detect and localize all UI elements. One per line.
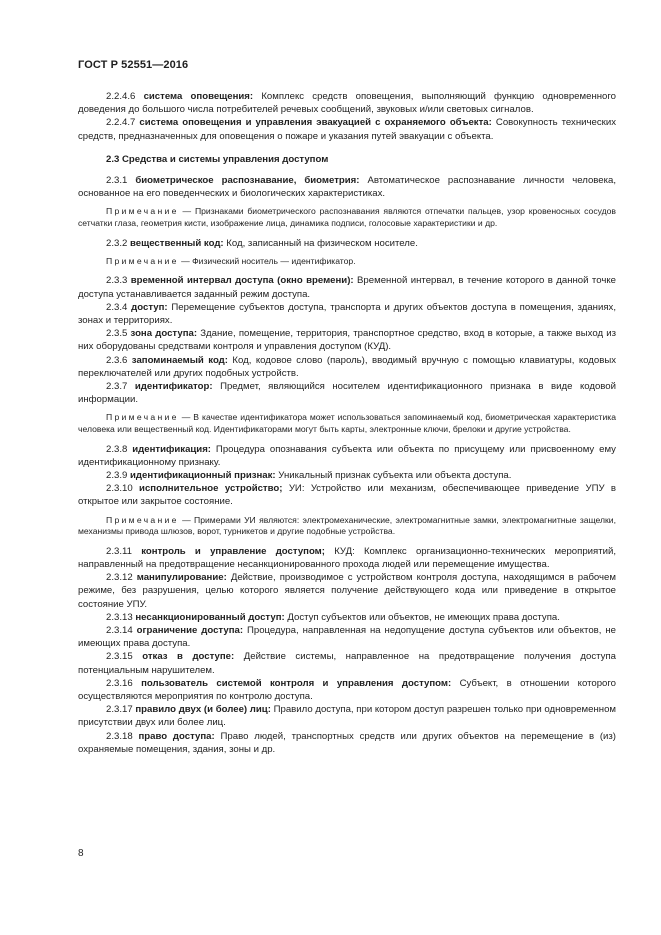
definition-text: Уникальный признак субъекта или объекта доступа.: [278, 470, 512, 482]
defined-term: исполнительное устройство;: [139, 483, 283, 495]
defined-term: идентификация:: [132, 443, 211, 455]
note: Примечание — Признаками биометрического распознавания являются отпечатки пальцев, узор кровеносных сосудов сетчатки глаза, геометрия кисти, изображение лица, динамика подписи, голосовые характеристики и др.: [78, 206, 616, 229]
clause-number: 2.3.10: [106, 483, 133, 495]
definition-paragraph: [78, 301, 616, 327]
defined-term: система оповещения:: [143, 91, 254, 102]
note-label: Примечание: [106, 255, 179, 266]
section-heading: 2.3 Средства и системы управления доступом: [106, 153, 329, 165]
definition-paragraph: [78, 274, 616, 300]
definition-text: УИ: Устройство или механизм, обеспечивающее приведение УПУ в открытое или закрытое состояние.: [78, 483, 616, 508]
definition-paragraph: [78, 650, 616, 676]
defined-term: манипулирование:: [136, 572, 227, 584]
defined-term: доступ:: [131, 301, 168, 313]
note-text: Примерами УИ являются: электромеханические, электромагнитные замки, электромагнитные защелки, механизмы привода шлюзов, ворот, турникетов и другие подобные устройства.: [78, 514, 616, 537]
definition-paragraph: [78, 545, 616, 571]
note-text: Физический носитель — идентификатор.: [192, 255, 356, 266]
definition-paragraph: [78, 730, 616, 756]
definition-text: Перемещение субъектов доступа, транспорта и других объектов доступа в помещения, зданиях, зонах и территориях.: [78, 301, 616, 327]
definition-text: Код, записанный на физическом носителе.: [226, 237, 418, 249]
clause-number: 2.3.16: [106, 677, 133, 689]
definition-paragraph: [78, 469, 616, 482]
defined-term: отказ в доступе:: [142, 651, 235, 663]
clause-number: 2.3.9: [106, 470, 128, 482]
definition-text: Право людей, транспортных средств или других объектов на перемещение в (из) охраняемые помещения, здания, зоны и др.: [78, 730, 616, 755]
definition-text: Комплекс средств оповещения, выполняющий функцию одновременного доведения до большого числа потребителей речевых сообщений, звуковых и/или световых сигналов.: [78, 91, 617, 116]
note: Примечание — Примерами УИ являются: электромеханические, электромагнитные замки, электромагнитные защелки, механизмы привода шлюзов, ворот, турникетов и другие подобные устройства.: [78, 514, 616, 537]
defined-term: право доступа:: [138, 730, 215, 742]
clause-number: 2.3.17: [106, 704, 133, 716]
definition-text: Процедура, направленная на недопущение доступа субъектов или объектов, не имеющих права доступа.: [78, 625, 616, 650]
document-header: ГОСТ Р 52551—2016: [78, 59, 189, 71]
definition-text: КУД: Комплекс организационно-технических мероприятий, направленный на предотвращение несанкционированного прохода людей или перемещение имущества.: [78, 545, 616, 571]
defined-term: правило двух (и более) лиц:: [135, 704, 271, 716]
definition-paragraph: [78, 443, 616, 469]
definition-text: Совокупность технических средств, предназначенных для оповещения о пожаре и указания путей эвакуации с объекта.: [78, 117, 616, 142]
definition-text: Субъект, в отношении которого осуществляются мероприятия по контролю доступа.: [78, 677, 616, 703]
definition-text: Автоматическое распознавание личности человека, основанное на его поведенческих и биологических характеристиках.: [78, 175, 617, 200]
definition-text: Действие, производимое с устройством контроля доступа, находящимся в рабочем режиме, без разрушения, целью которого является получение действующего кода или приведение в открытое состояние УПУ.: [78, 572, 616, 610]
definition-paragraph: [78, 703, 616, 729]
definition-paragraph: [78, 482, 616, 508]
note-label: Примечание: [106, 206, 179, 217]
note-label: Примечание: [106, 514, 179, 525]
definition-paragraph: [78, 237, 616, 250]
definition-text: Процедура опознавания субъекта или объекта по присущему или присвоенному ему идентификационному признаку.: [78, 443, 616, 468]
clause-number: 2.2.4.6: [106, 91, 136, 102]
clause-number: 2.3.15: [106, 651, 133, 663]
clause-number: 2.3.18: [106, 730, 133, 742]
clause-number: 2.3.3: [106, 275, 128, 287]
definition-paragraph: [78, 90, 616, 116]
note-label: Примечание: [106, 412, 179, 423]
page-number: 8: [78, 848, 84, 859]
definition-paragraph: [78, 174, 616, 200]
definition-text: Правило доступа, при котором доступ разрешен только при одновременном присутствии двух или более лиц.: [78, 704, 616, 729]
defined-term: запоминаемый код:: [131, 354, 228, 366]
definition-text: Код, кодовое слово (пароль), вводимый вручную с помощью клавиатуры, кодовых переключателей или других подобных устройств.: [78, 354, 617, 379]
defined-term: пользователь системой контроля и управления доступом:: [141, 677, 452, 689]
definition-paragraph: [78, 327, 616, 353]
definition-text: Временной интервал, в течение которого в данной точке доступа устанавливается заданный режим доступа.: [78, 275, 616, 300]
note: Примечание — В качестве идентификатора может использоваться запоминаемый код, биометрическая характеристика человека или вещественный код. Идентификаторами могут быть карты, электронные ключи, брелоки и другие устройства.: [78, 412, 616, 435]
defined-term: система оповещения и управления эвакуацией с охраняемого объекта:: [139, 117, 492, 129]
note: Примечание — Физический носитель — идентификатор.: [106, 255, 356, 266]
defined-term: биометрическое распознавание, биометрия:: [135, 175, 360, 187]
clause-number: 2.3.4: [106, 301, 128, 313]
clause-number: 2.3.8: [106, 443, 128, 455]
clause-number: 2.2.4.7: [106, 117, 136, 129]
clause-number: 2.3.13: [106, 611, 133, 623]
definition-paragraph: [78, 677, 616, 703]
clause-number: 2.3.12: [106, 572, 133, 584]
defined-term: идентификационный признак:: [130, 470, 276, 482]
defined-term: ограничение доступа:: [136, 625, 244, 637]
definition-paragraph: [78, 624, 616, 650]
clause-number: 2.3.6: [106, 354, 128, 366]
defined-term: идентификатор:: [134, 381, 213, 393]
definition-text: Действие системы, направленное на предотвращение получения доступа потенциальным нарушителем.: [78, 651, 616, 676]
definition-paragraph: [78, 380, 616, 406]
definition-text: Здание, помещение, территория, транспортное средство, вход в которые, а также выход из них оборудованы средствами контроля и управления доступом (КУД).: [78, 328, 617, 353]
note-text: Признаками биометрического распознавания являются отпечатки пальцев, узор кровеносных сосудов сетчатки глаза, геометрия кисти, изображение лица, динамика подписи, голосовые характеристики и др.: [78, 206, 616, 229]
definition-text: Предмет, являющийся носителем идентификационного признака в виде кодовой информации.: [78, 381, 616, 406]
clause-number: 2.3.2: [106, 237, 128, 249]
definition-text: Доступ субъектов или объектов, не имеющих права доступа.: [287, 611, 560, 623]
note-text: В качестве идентификатора может использоваться запоминаемый код, биометрическая характеристика человека или вещественный код. Идентификаторами могут быть карты, электронные ключи, брелоки и другие устройства.: [78, 412, 616, 435]
defined-term: вещественный код:: [130, 237, 224, 249]
definition-paragraph: [78, 354, 616, 380]
clause-number: 2.3.7: [106, 381, 128, 393]
clause-number: 2.3.14: [106, 625, 133, 637]
definition-paragraph: [78, 611, 616, 624]
defined-term: зона доступа:: [130, 328, 198, 340]
document-body: [78, 90, 616, 756]
definition-paragraph: [78, 571, 616, 611]
defined-term: контроль и управление доступом;: [141, 545, 325, 557]
definition-paragraph: [78, 116, 616, 142]
clause-number: 2.3.11: [106, 545, 132, 557]
clause-number: 2.3.5: [106, 328, 128, 340]
defined-term: несанкционированный доступ:: [135, 611, 285, 623]
defined-term: временной интервал доступа (окно времени):: [130, 275, 354, 287]
clause-number: 2.3.1: [106, 175, 128, 187]
